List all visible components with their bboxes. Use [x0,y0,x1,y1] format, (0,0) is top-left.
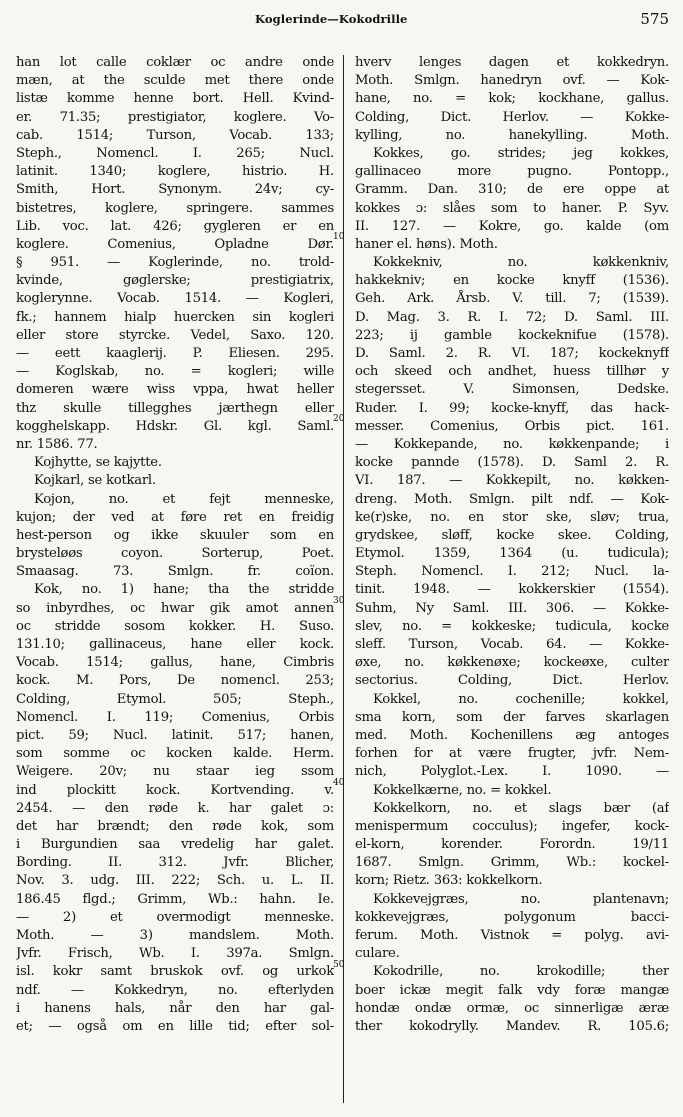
text-line: II. 127. — Kokre, go. kalde (om [355,218,669,234]
text-line: det har brændt; den røde kok, som [16,818,334,834]
left-column [16,54,334,1036]
text-line: kocke pannde (1578). D. Saml 2. R. [355,455,669,471]
text-line: Smith, Hort. Synonym. 24v; cy- [16,182,334,198]
text-line: 2454. — den røde k. har galet ɔ: [16,800,334,816]
text-line: kogghelskapp. Hdskr. Gl. kgl. Saml. [16,418,334,434]
text-line: — Koglskab, no. = kogleri; wille [16,364,334,380]
text-line: ndf. — Kokkedryn, no. efterlyden [16,982,334,998]
text-line: och skeed och andhet, huess tillhør y [355,364,669,380]
text-line: Kok, no. 1) hane; tha the stridde [34,582,334,598]
line-number-10: 10 [333,232,345,242]
page-number: 575 [640,10,669,28]
text-line: messer. Comenius, Orbis pict. 161. [355,418,669,434]
text-line: el-korn, korender. Forordn. 19/11 [355,837,669,853]
text-line: domeren wære wiss vppa, hwat heller [16,382,334,398]
running-header [0,10,683,30]
text-line: mæn, at the sculde met there onde [16,73,334,89]
text-line: Etymol. 1359, 1364 (u. tudicula); [355,546,669,562]
text-line: Kokkevejgræs, no. plantenavn; [373,891,669,907]
text-line: Moth. Smlgn. hanedryn ovf. — Kok- [355,73,669,89]
text-line: Kokkelkærne, no. = kokkel. [373,782,552,798]
text-line: isl. kokr samt bruskok ovf. og urkok [16,964,334,980]
text-line: i hanens hals, når den har gal- [16,1000,334,1016]
text-line: som somme oc kocken kalde. Herm. [16,746,334,762]
text-line: ferum. Moth. Vistnok = polyg. avi- [355,928,669,943]
text-line: sectorius. Colding, Dict. Herlov. [355,673,669,689]
text-line: so inbyrdhes, oc hwar gik amot annen [16,600,334,616]
text-line: Nov. 3. udg. III. 222; Sch. u. L. II. [16,873,334,889]
text-line: brysteløøs coyon. Sorterup, Poet. [16,546,334,562]
right-column [355,54,669,1036]
text-line: Jvfr. Frisch, Wb. I. 397a. Smlgn. [16,946,334,962]
text-line: sleff. Turson, Vocab. 64. — Kokke- [355,637,669,652]
text-line: grydskee, sløff, kocke skee. Colding, [355,527,669,543]
text-line: Suhm, Ny Saml. III. 306. — Kokke- [355,600,669,616]
text-line: ind plockitt kock. Kortvending. v. [16,782,334,798]
text-line: Kokkel, no. cochenille; kokkel, [373,691,669,707]
text-line: Weigere. 20v; nu staar ieg ssom [16,764,334,780]
text-line: D. Mag. 3. R. I. 72; D. Saml. III. [355,309,669,325]
text-line: 131.10; gallinaceus, hane eller kock. [16,637,334,652]
text-line: med. Moth. Kochenillens æg antoges [355,727,669,743]
text-line: kokkevejgræs, polygonum bacci- [355,909,669,925]
text-line: stegersset. V. Simonsen, Dedske. [355,382,669,398]
text-line: hondæ ondæ ormæ, oc sinnerligæ æræ [355,1000,669,1016]
text-line: Vocab. 1514; gallus, hane, Cimbris [16,655,334,671]
text-line: Ruder. I. 99; kocke-knyff, das hack- [355,400,669,416]
text-line: koglerynne. Vocab. 1514. — Kogleri, [16,291,334,307]
text-line: fk.; hannem hialp huercken sin kogleri [16,309,334,325]
text-line: culare. [355,946,400,962]
text-line: — eett kaaglerij. P. Eliesen. 295. [16,346,334,361]
text-line: latinit. 1340; koglere, histrio. H. [16,164,334,180]
text-line: Steph. Nomencl. I. 212; Nucl. la- [355,564,669,580]
text-line: nich, Polyglot.-Lex. I. 1090. — [355,764,669,780]
text-line: korn; Rietz. 363: kokkelkorn. [355,873,543,889]
text-line: pict. 59; Nucl. latinit. 517; hanen, [16,727,334,743]
text-line: koglere. Comenius, Opladne Dør. [16,236,334,252]
text-line: 186.45 flgd.; Grimm, Wb.: hahn. Ie. [16,891,334,907]
text-line: dreng. Moth. Smlgn. pilt ndf. — Kok- [355,491,669,507]
text-line: 1687. Smlgn. Grimm, Wb.: kockel- [355,855,669,871]
text-line: haner el. høns). Moth. [355,236,498,252]
text-line: Kokkelkorn, no. et slags bær (af [373,800,669,816]
text-line: oc stridde sosom kokker. H. Suso. [16,618,334,634]
text-line: Kojhytte, se kajytte. [34,455,162,471]
text-line: hest-person og ikke skuuler som en [16,527,334,543]
text-line: 223; ij gamble kockeknifue (1578). [355,327,669,343]
text-line: forhen for at være frugter, jvfr. Nem- [355,746,669,762]
text-line: Kojon, no. et fejt menneske, [34,491,334,507]
text-line: slev, no. = kokkeske; tudicula, kocke [355,618,669,634]
text-line: boer ickæ megit falk vdy foræ mangæ [355,982,669,998]
text-line: Kokkes, go. strides; jeg kokkes, [373,145,669,161]
text-line: hakkekniv; en kocke knyff (1536). [355,273,669,289]
text-line: Colding, Etymol. 505; Steph., [16,691,334,707]
text-line: menispermum cocculus); ingefer, kock- [355,818,669,834]
text-line: kylling, no. hanekylling. Moth. [355,127,669,143]
text-line: § 951. — Koglerinde, no. trold- [16,255,334,271]
line-number-20: 20 [333,414,345,424]
text-line: Smaasag. 73. Smlgn. fr. coïon. [16,564,334,580]
text-line: Nomencl. I. 119; Comenius, Orbis [16,709,334,725]
text-line: er. 71.35; prestigiator, koglere. Vo- [16,109,334,125]
text-line: listæ komme henne bort. Hell. Kvind- [16,91,334,107]
text-line: — Kokkepande, no. køkkenpande; i [355,436,669,452]
text-line: Kojkarl, se kotkarl. [34,473,156,489]
text-line: sma korn, som der farves skarlagen [355,709,669,725]
text-line: Bording. II. 312. Jvfr. Blicher, [16,855,334,871]
text-line: ke(r)ske, no. en stor ske, sløv; trua, [355,509,669,525]
text-line: ther kokodrylly. Mandev. R. 105.6; [355,1018,669,1034]
line-number-50: 50 [333,960,345,970]
text-line: Lib. voc. lat. 426; gygleren er en [16,218,334,234]
running-title: Koglerinde—Kokodrille [255,12,408,26]
text-line: D. Saml. 2. R. VI. 187; kockeknyff [355,346,669,361]
text-line: kvinde, gøglerske; prestigiatrix, [16,273,334,289]
text-line: eller store styrcke. Vedel, Saxo. 120. [16,327,334,343]
text-line: Moth. — 3) mandslem. Moth. [16,928,334,943]
text-line: Gramm. Dan. 310; de ere oppe at [355,182,669,198]
text-line: Kokodrille, no. krokodille; ther [373,964,669,980]
text-line: — 2) et overmodigt menneske. [16,909,334,925]
text-line: kokkes ɔ: slåes som to haner. P. Syv. [355,200,669,216]
text-line: kujon; der ved at føre ret en freidig [16,509,334,525]
line-number-40: 40 [333,778,345,788]
text-line: bistetres, koglere, springere. sammes [16,200,334,216]
text-line: nr. 1586. 77. [16,436,98,452]
text-line: hane, no. = kok; kockhane, gallus. [355,91,669,107]
text-line: VI. 187. — Kokkepilt, no. køkken- [355,473,669,489]
text-line: Colding, Dict. Herlov. — Kokke- [355,109,669,125]
text-line: tinit. 1948. — kokkerskier (1554). [355,582,669,598]
text-line: thz skulle tillegghes jærthegn eller [16,400,334,416]
text-line: han lot calle coklær oc andre onde [16,55,334,70]
text-line: Geh. Ark. Årsb. V. till. 7; (1539). [355,291,669,307]
line-number-30: 30 [333,596,345,606]
text-line: øxe, no. køkkenøxe; kockeøxe, culter [355,655,669,671]
text-line: gallinaceo more pugno. Pontopp., [355,164,669,180]
text-line: Kokkekniv, no. køkkenkniv, [373,255,669,271]
column-divider [343,55,344,1103]
text-line: kock. M. Pors, De nomencl. 253; [16,673,334,689]
text-line: cab. 1514; Turson, Vocab. 133; [16,127,334,143]
text-line: i Burgundien saa vredelig har galet. [16,837,334,853]
text-line: Steph., Nomencl. I. 265; Nucl. [16,145,334,161]
text-line: hverv lenges dagen et kokkedryn. [355,55,669,70]
text-line: et; — også om en lille tid; efter sol- [16,1018,334,1034]
